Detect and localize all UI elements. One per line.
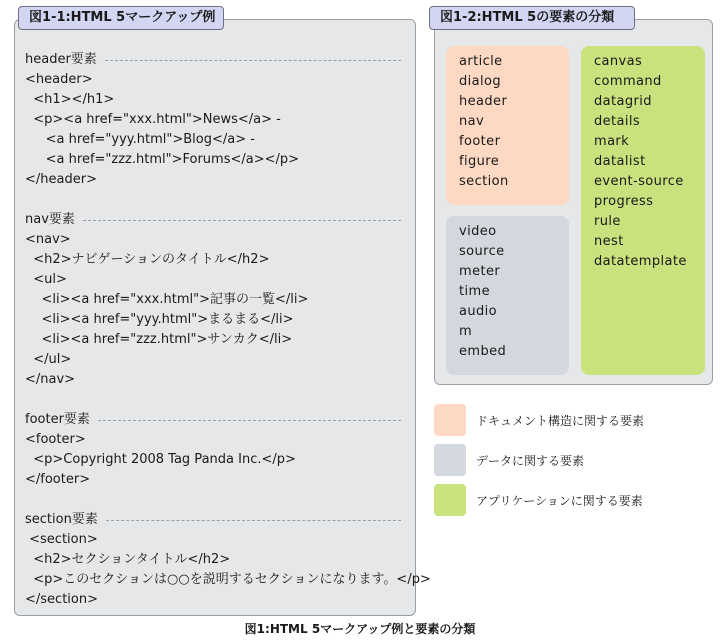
code-line: <li><a href="yyy.html">まるまる</li> bbox=[25, 312, 294, 327]
document-element-item: article bbox=[459, 54, 503, 69]
figure-caption: 図1:HTML 5マークアップ例と要素の分類 bbox=[244, 622, 476, 636]
section-heading bbox=[25, 510, 407, 530]
code-line: <li><a href="xxx.html">記事の一覧</li> bbox=[25, 292, 309, 307]
data-element-item: source bbox=[459, 244, 505, 259]
legend-swatch bbox=[434, 404, 466, 436]
dashed-divider bbox=[105, 60, 401, 61]
code-line: <h2>セクションタイトル</h2> bbox=[25, 552, 231, 567]
code-line: <li><a href="zzz.html">サンカク</li> bbox=[25, 332, 293, 347]
section-heading bbox=[25, 210, 407, 230]
data-element-item: time bbox=[459, 284, 490, 299]
code-line: <p>Copyright 2008 Tag Panda Inc.</p> bbox=[25, 452, 296, 467]
blank-line bbox=[25, 390, 407, 410]
code-line: <ul> bbox=[25, 272, 67, 287]
markup-example-panel bbox=[14, 10, 431, 616]
code-line: </footer> bbox=[25, 472, 91, 487]
code-line: <h1></h1> bbox=[25, 92, 115, 107]
document-element-item: figure bbox=[459, 154, 500, 169]
data-element-item: m bbox=[459, 324, 473, 339]
document-structure-box bbox=[446, 46, 569, 205]
legend-item-document bbox=[434, 404, 644, 436]
code-line: <footer> bbox=[25, 432, 86, 447]
application-element-item: canvas bbox=[594, 54, 643, 69]
application-element-item: datatemplate bbox=[594, 254, 687, 269]
section-heading bbox=[25, 410, 407, 430]
application-element-item: nest bbox=[594, 234, 624, 249]
legend-label: ドキュメント構造に関する要素 bbox=[476, 413, 645, 428]
code-line: <nav> bbox=[25, 232, 71, 247]
section-heading bbox=[25, 50, 407, 70]
data-element-item: audio bbox=[459, 304, 498, 319]
document-element-item: footer bbox=[459, 134, 501, 149]
legend-label: アプリケーションに関する要素 bbox=[476, 493, 643, 508]
element-classification-panel bbox=[434, 10, 713, 385]
document-element-item: header bbox=[459, 94, 508, 109]
code-line: </header> bbox=[25, 172, 97, 187]
application-element-item: datagrid bbox=[594, 94, 652, 109]
blank-line bbox=[25, 490, 407, 510]
code-line: <a href="yyy.html">Blog</a> - bbox=[25, 132, 255, 147]
code-line: <h2>ナビゲーションのタイトル</h2> bbox=[25, 252, 270, 267]
application-element-item: mark bbox=[594, 134, 630, 149]
section-heading-label: section要素 bbox=[25, 512, 98, 527]
section-heading-label: nav要素 bbox=[25, 212, 75, 227]
dashed-divider bbox=[106, 520, 401, 521]
section-heading-label: header要素 bbox=[25, 52, 97, 67]
data-element-item: embed bbox=[459, 344, 507, 359]
code-line: <p>このセクションは○○を説明するセクションになります。</p> bbox=[25, 572, 431, 587]
code-line: <p><a href="xxx.html">News</a> - bbox=[25, 112, 281, 127]
section-heading-label: footer要素 bbox=[25, 412, 90, 427]
markup-example-title: 図1-1:HTML 5マークアップ例 bbox=[18, 6, 224, 30]
application-element-item: command bbox=[594, 74, 662, 89]
application-element-item: datalist bbox=[594, 154, 646, 169]
document-element-item: dialog bbox=[459, 74, 502, 89]
code-line: <a href="zzz.html">Forums</a></p> bbox=[25, 152, 300, 167]
code-line: </nav> bbox=[25, 372, 76, 387]
document-element-item: nav bbox=[459, 114, 485, 129]
code-line: </ul> bbox=[25, 352, 72, 367]
legend-item-data bbox=[434, 444, 584, 476]
application-element-item: details bbox=[594, 114, 641, 129]
code-line: <section> bbox=[25, 532, 98, 547]
application-element-item: event-source bbox=[594, 174, 684, 189]
code-listing bbox=[25, 50, 431, 610]
code-line: </section> bbox=[25, 592, 98, 607]
legend-swatch bbox=[434, 484, 466, 516]
legend-swatch bbox=[434, 444, 466, 476]
legend-item-application bbox=[434, 484, 643, 516]
document-element-item: section bbox=[459, 174, 509, 189]
dashed-divider bbox=[98, 420, 401, 421]
code-line: <header> bbox=[25, 72, 93, 87]
blank-line bbox=[25, 190, 407, 210]
application-element-item: progress bbox=[594, 194, 654, 209]
legend-label: データに関する要素 bbox=[476, 453, 585, 468]
element-classification-title: 図1-2:HTML 5の要素の分類 bbox=[429, 6, 635, 30]
data-element-item: meter bbox=[459, 264, 501, 279]
application-elements-box bbox=[581, 46, 705, 375]
data-elements-box bbox=[446, 216, 569, 375]
data-element-item: video bbox=[459, 224, 497, 239]
application-element-item: rule bbox=[594, 214, 621, 229]
dashed-divider bbox=[83, 220, 401, 221]
